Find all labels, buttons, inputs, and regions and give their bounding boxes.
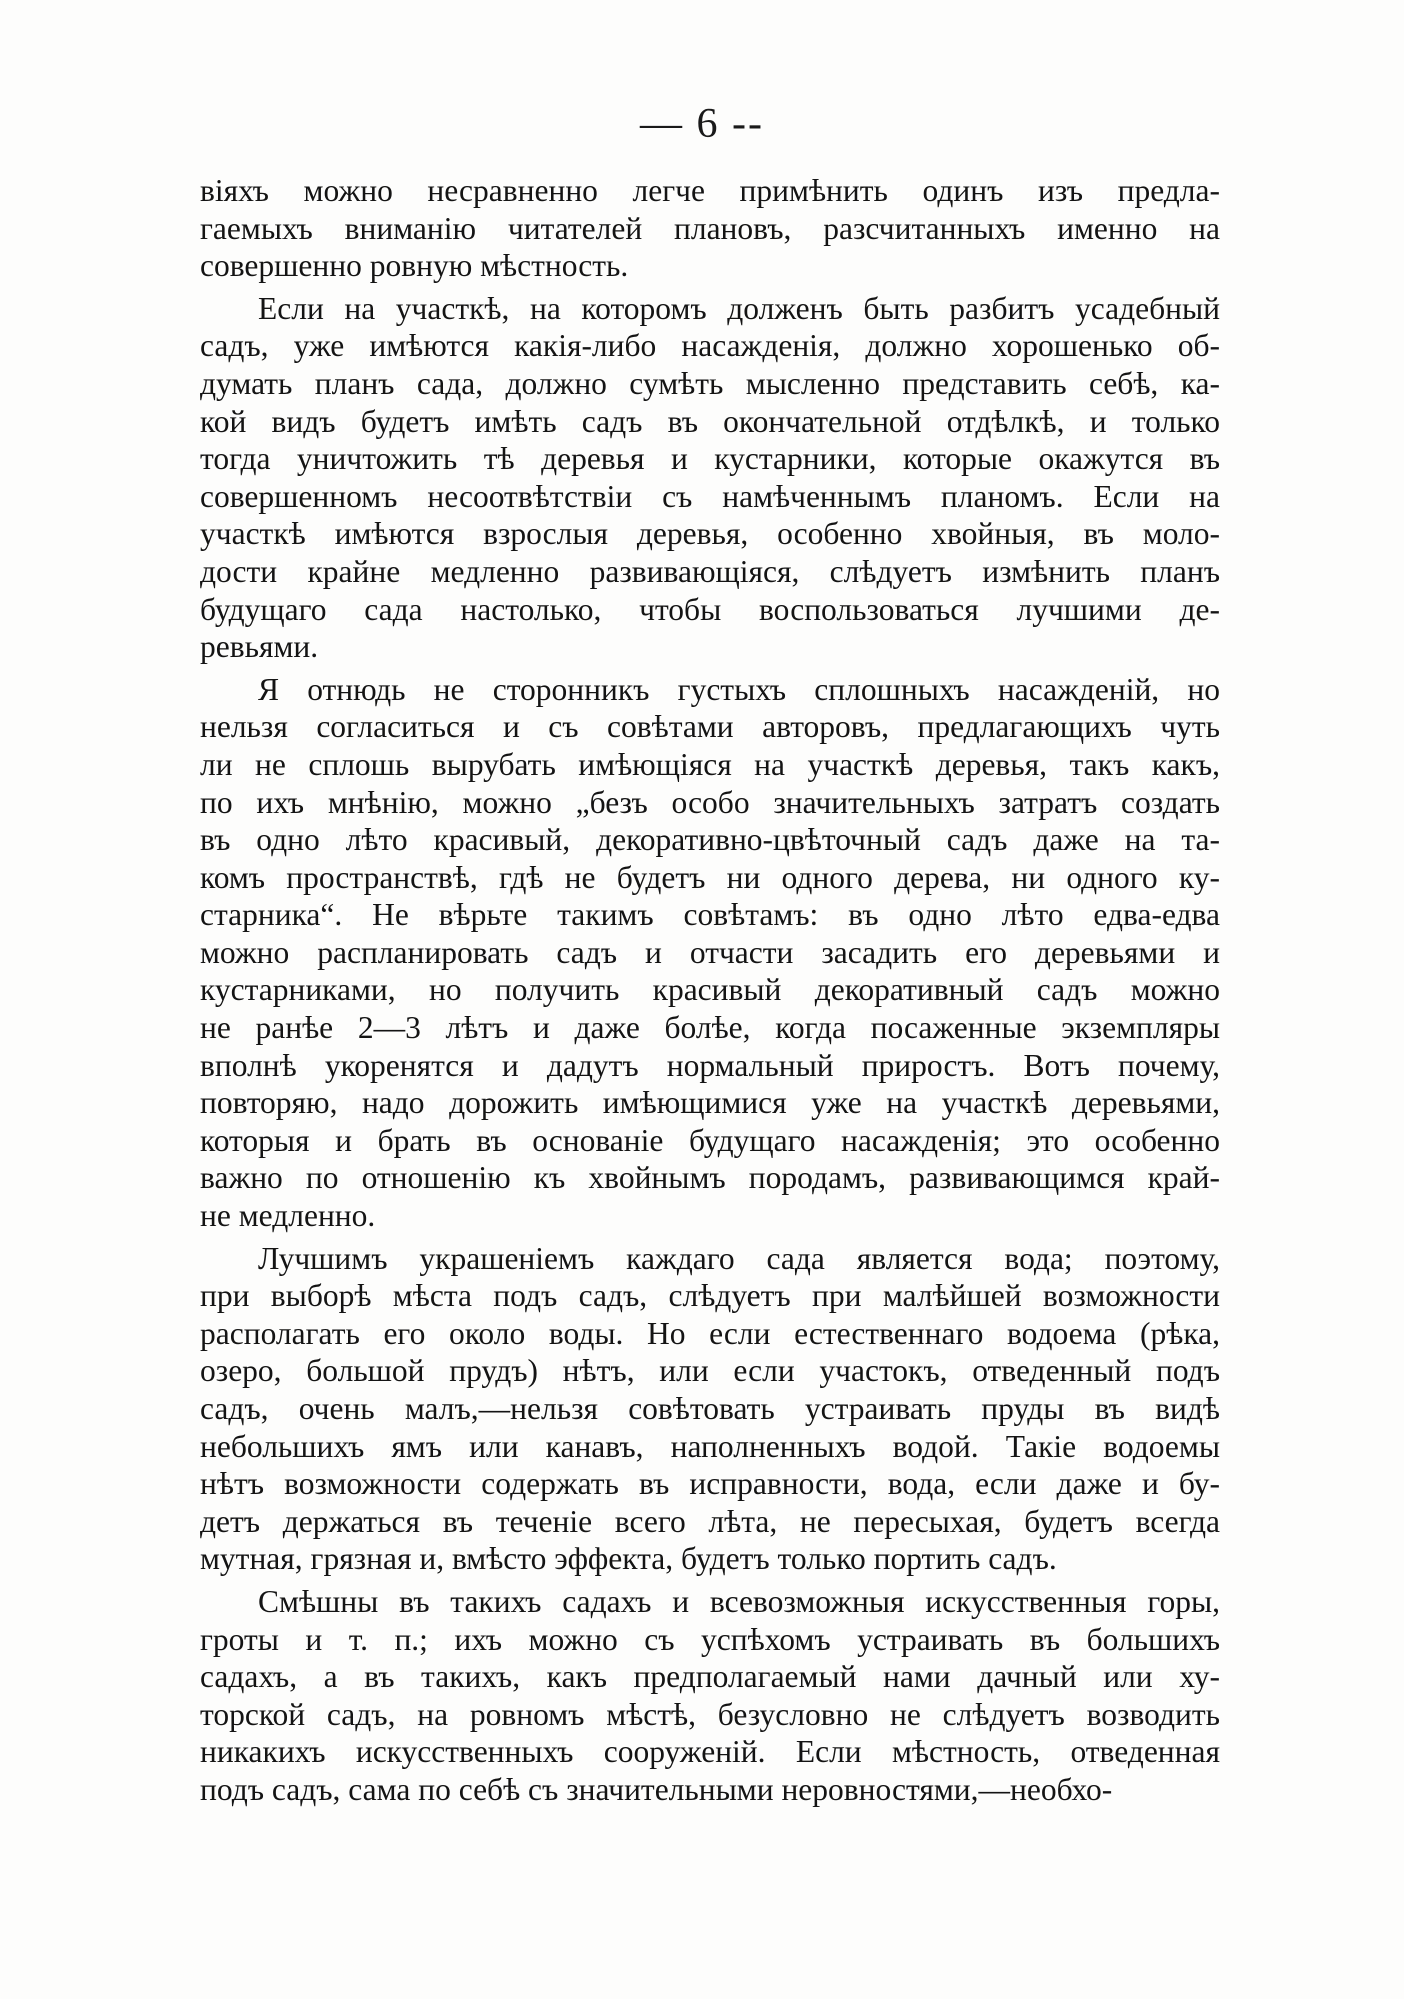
text-line: совершенно ровную мѣстность. — [200, 248, 629, 284]
paragraph — [200, 671, 1220, 1235]
paragraph — [200, 1583, 1220, 1809]
text-line: не медленно. — [200, 1198, 376, 1234]
text-line: садъ, уже имѣются какія-либо насажденія, должно хорошенько об- — [200, 328, 1220, 364]
text-line: торской садъ, на ровномъ мѣстѣ, безусловно не слѣдуетъ возводить — [200, 1696, 1220, 1732]
paragraph — [200, 172, 1220, 285]
text-line: которыя и брать въ основаніе будущаго насажденія; это особенно — [200, 1122, 1220, 1158]
text-line: никакихъ искусственныхъ сооруженій. Если мѣстность, отведенная — [200, 1734, 1220, 1770]
text-line: участкѣ имѣются взрослыя деревья, особенно хвойныя, въ моло- — [200, 516, 1220, 552]
text-line: садахъ, а въ такихъ, какъ предполагаемый нами дачный или ху- — [200, 1659, 1220, 1695]
text-line: не ранѣе 2—3 лѣтъ и даже болѣе, когда посаженные экземпляры — [200, 1010, 1220, 1046]
text-line: думать планъ сада, должно сумѣть мысленно представить себѣ, ка- — [200, 365, 1220, 401]
text-line: при выборѣ мѣста подъ садъ, слѣдуетъ при малѣйшей возможности — [200, 1278, 1220, 1314]
page-number: — 6 -- — [640, 101, 764, 147]
text-line: садъ, очень малъ,—нельзя совѣтовать устраивать пруды въ видѣ — [200, 1391, 1220, 1426]
text-line: озеро, большой прудъ) нѣтъ, или если участокъ, отведенный подъ — [200, 1353, 1220, 1389]
text-line: нельзя согласиться и съ совѣтами авторовъ, предлагающихъ чуть — [200, 709, 1220, 745]
text-line: кой видъ будетъ имѣть садъ въ окончательной отдѣлкѣ, и только — [200, 403, 1220, 439]
text-line: ли не сплошь вырубать имѣющіяся на участкѣ деревья, такъ какъ, — [200, 746, 1220, 782]
text-line: небольшихъ ямъ или канавъ, наполненныхъ водой. Такіе водоемы — [200, 1428, 1220, 1464]
text-line: віяхъ можно несравненно легче примѣнить одинъ изъ предла- — [200, 173, 1220, 208]
text-line: Если на участкѣ, на которомъ долженъ быть разбитъ усадебный — [258, 290, 1220, 326]
text-line: нѣтъ возможности содержать въ исправности, вода, если даже и бу- — [200, 1466, 1220, 1502]
text-line: комъ пространствѣ, гдѣ не будетъ ни одного дерева, ни одного ку- — [200, 859, 1220, 895]
text-line: Я отнюдь не сторонникъ густыхъ сплошныхъ насажденій, но — [258, 671, 1220, 707]
text-line: повторяю, надо дорожить имѣющимися уже на участкѣ деревьями, — [200, 1085, 1220, 1121]
text-line: дости крайне медленно развивающіяся, слѣдуетъ измѣнить планъ — [200, 553, 1220, 589]
text-line: Смѣшны въ такихъ садахъ и всевозможныя искусственныя горы, — [258, 1583, 1220, 1619]
body-text — [200, 172, 1220, 1814]
text-line: совершенномъ несоотвѣтствіи съ намѣченнымъ планомъ. Если на — [200, 478, 1220, 514]
text-line: можно распланировать садъ и отчасти засадить его деревьями и — [200, 934, 1220, 970]
text-line: важно по отношенію къ хвойнымъ породамъ, развивающимся край- — [200, 1160, 1220, 1196]
paragraph — [200, 1240, 1220, 1578]
text-line: старника“. Не вѣрьте такимъ совѣтамъ: въ одно лѣто едва-едва — [200, 897, 1220, 933]
paragraph — [200, 290, 1220, 666]
text-line: располагать его около воды. Но если естественнаго водоема (рѣка, — [200, 1315, 1220, 1351]
text-line: тогда уничтожить тѣ деревья и кустарники, которые окажутся въ — [200, 441, 1220, 477]
text-line: кустарниками, но получить красивый декоративный садъ можно — [200, 972, 1220, 1008]
text-line: по ихъ мнѣнію, можно „безъ особо значительныхъ затратъ создать — [200, 784, 1220, 820]
text-line: ревьями. — [200, 629, 319, 665]
text-line: гаемыхъ вниманію читателей плановъ, разсчитанныхъ именно на — [200, 210, 1220, 246]
text-line: гроты и т. п.; ихъ можно съ успѣхомъ устраивать въ большихъ — [200, 1621, 1220, 1657]
text-line: вполнѣ укоренятся и дадутъ нормальный приростъ. Вотъ почему, — [200, 1047, 1220, 1083]
text-line: детъ держаться въ теченіе всего лѣта, не пересыхая, будетъ всегда — [200, 1503, 1220, 1539]
text-line: Лучшимъ украшеніемъ каждаго сада является вода; поэтому, — [258, 1240, 1220, 1276]
text-line: будущаго сада настолько, чтобы воспользоваться лучшими де- — [200, 591, 1220, 627]
text-line: мутная, грязная и, вмѣсто эффекта, будетъ только портить садъ. — [200, 1541, 1057, 1577]
text-line: въ одно лѣто красивый, декоративно-цвѣточный садъ даже на та- — [200, 822, 1220, 858]
text-line: подъ садъ, сама по себѣ съ значительными неровностями,—необхо- — [200, 1771, 1113, 1807]
